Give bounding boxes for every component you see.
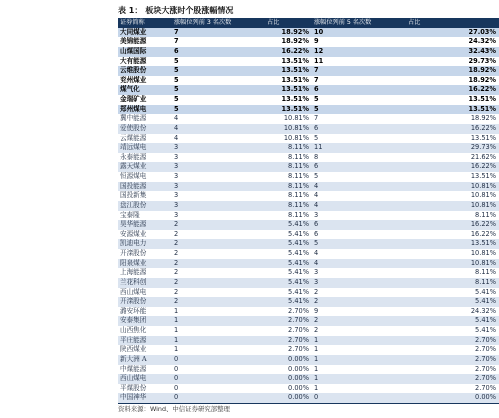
- cell-top3-count: 5: [172, 85, 265, 95]
- cell-top5-count: 1: [312, 345, 406, 355]
- table-row: [118, 57, 499, 67]
- table-row: [118, 297, 499, 307]
- cell-top5-ratio: 5.41%: [406, 297, 499, 307]
- table-row: [118, 288, 499, 298]
- header-top5-ratio: 占比: [406, 18, 499, 28]
- cell-top3-ratio: 0.00%: [265, 355, 312, 365]
- cell-top5-ratio: 16.22%: [406, 124, 499, 134]
- cell-top5-ratio: 13.51%: [406, 172, 499, 182]
- cell-top5-count: 4: [312, 249, 406, 259]
- cell-top3-count: 2: [172, 288, 265, 298]
- cell-stock-name: 中煤能源: [118, 365, 172, 375]
- cell-top3-count: 3: [172, 201, 265, 211]
- table-row: [118, 259, 499, 269]
- header-top3-count: 涨幅位列前 3 名次数: [172, 18, 265, 28]
- cell-stock-name: 金瑞矿业: [118, 95, 172, 105]
- table-row: [118, 191, 499, 201]
- cell-top3-count: 4: [172, 114, 265, 124]
- cell-top5-count: 5: [312, 172, 406, 182]
- cell-top3-count: 1: [172, 316, 265, 326]
- cell-top3-ratio: 0.00%: [265, 365, 312, 375]
- cell-top5-ratio: 18.92%: [406, 76, 499, 86]
- cell-stock-name: 昊华能源: [118, 220, 172, 230]
- cell-top3-ratio: 2.70%: [265, 345, 312, 355]
- table-row: [118, 182, 499, 192]
- table-row: [118, 162, 499, 172]
- table-row: [118, 201, 499, 211]
- cell-top3-ratio: 10.81%: [265, 134, 312, 144]
- table-row: [118, 239, 499, 249]
- cell-top5-count: 5: [312, 95, 406, 105]
- cell-top3-count: 5: [172, 76, 265, 86]
- cell-stock-name: 盘江股份: [118, 201, 172, 211]
- cell-top3-ratio: 0.00%: [265, 384, 312, 394]
- cell-top3-count: 2: [172, 278, 265, 288]
- cell-top3-ratio: 18.92%: [265, 28, 312, 38]
- table-row: [118, 172, 499, 182]
- cell-top5-ratio: 21.62%: [406, 153, 499, 163]
- table-row: [118, 365, 499, 375]
- cell-top3-ratio: 8.11%: [265, 182, 312, 192]
- cell-top3-ratio: 5.41%: [265, 259, 312, 269]
- cell-top5-ratio: 10.81%: [406, 182, 499, 192]
- cell-stock-name: 冀中能源: [118, 114, 172, 124]
- cell-stock-name: 凯迪电力: [118, 239, 172, 249]
- cell-top3-count: 0: [172, 365, 265, 375]
- cell-top5-ratio: 16.22%: [406, 220, 499, 230]
- cell-top3-ratio: 5.41%: [265, 278, 312, 288]
- cell-stock-name: 宝泰隆: [118, 211, 172, 221]
- cell-top3-ratio: 13.51%: [265, 66, 312, 76]
- cell-stock-name: 西山煤电: [118, 374, 172, 384]
- cell-stock-name: 靖远煤电: [118, 143, 172, 153]
- table-row: [118, 47, 499, 57]
- table-row: [118, 249, 499, 259]
- cell-stock-name: 安泰集团: [118, 316, 172, 326]
- header-stock-name: 证券简称: [118, 18, 172, 28]
- header-top3-ratio: 占比: [265, 18, 312, 28]
- source-note: [118, 404, 230, 413]
- cell-stock-name: 大同煤业: [118, 28, 172, 38]
- cell-top3-count: 1: [172, 336, 265, 346]
- cell-top3-ratio: 10.81%: [265, 114, 312, 124]
- cell-top5-count: 3: [312, 278, 406, 288]
- table-row: [118, 393, 499, 403]
- table-row: [118, 278, 499, 288]
- cell-stock-name: 平煤股份: [118, 384, 172, 394]
- table-row: [118, 95, 499, 105]
- cell-top3-ratio: 5.41%: [265, 239, 312, 249]
- cell-stock-name: 中国神华: [118, 393, 172, 403]
- cell-top5-count: 1: [312, 355, 406, 365]
- cell-stock-name: 安源煤业: [118, 230, 172, 240]
- table-row: [118, 220, 499, 230]
- cell-stock-name: 国投新集: [118, 191, 172, 201]
- cell-top5-ratio: 29.73%: [406, 57, 499, 67]
- cell-top5-count: 6: [312, 162, 406, 172]
- cell-stock-name: 上海能源: [118, 268, 172, 278]
- cell-top5-count: 6: [312, 124, 406, 134]
- cell-stock-name: 爱使股份: [118, 124, 172, 134]
- cell-stock-name: 山西焦化: [118, 326, 172, 336]
- cell-top5-ratio: 2.70%: [406, 374, 499, 384]
- cell-stock-name: 露天煤业: [118, 162, 172, 172]
- source-prefix: 资料来源：: [118, 405, 150, 413]
- cell-top5-count: 1: [312, 336, 406, 346]
- cell-stock-name: 大有能源: [118, 57, 172, 67]
- cell-stock-name: 平庄能源: [118, 336, 172, 346]
- cell-top5-count: 5: [312, 105, 406, 115]
- cell-top5-ratio: 0.00%: [406, 393, 499, 403]
- cell-stock-name: 永泰能源: [118, 153, 172, 163]
- cell-top5-ratio: 29.73%: [406, 143, 499, 153]
- table-row: [118, 307, 499, 317]
- source-brand: Wind: [149, 405, 167, 413]
- cell-top5-count: 1: [312, 365, 406, 375]
- cell-top3-ratio: 13.51%: [265, 57, 312, 67]
- cell-top5-count: 11: [312, 143, 406, 153]
- cell-top5-count: 6: [312, 220, 406, 230]
- cell-top5-ratio: 13.51%: [406, 95, 499, 105]
- cell-top5-count: 7: [312, 114, 406, 124]
- cell-stock-name: 郑州煤电: [118, 105, 172, 115]
- cell-top3-count: 0: [172, 393, 265, 403]
- cell-top3-ratio: 8.11%: [265, 172, 312, 182]
- cell-top5-ratio: 2.70%: [406, 384, 499, 394]
- cell-top3-ratio: 2.70%: [265, 326, 312, 336]
- cell-stock-name: 新大洲 A: [118, 355, 172, 365]
- cell-top3-count: 5: [172, 105, 265, 115]
- stock-gain-table: [118, 18, 499, 404]
- cell-top5-count: 6: [312, 230, 406, 240]
- cell-top3-ratio: 13.51%: [265, 76, 312, 86]
- cell-stock-name: 美锦能源: [118, 37, 172, 47]
- cell-top5-ratio: 8.11%: [406, 278, 499, 288]
- table-row: [118, 326, 499, 336]
- cell-top5-count: 2: [312, 297, 406, 307]
- cell-stock-name: 兰花科创: [118, 278, 172, 288]
- cell-top3-count: 5: [172, 66, 265, 76]
- table-row: [118, 230, 499, 240]
- table-row: [118, 316, 499, 326]
- cell-top5-count: 12: [312, 47, 406, 57]
- cell-stock-name: 开滦股份: [118, 297, 172, 307]
- cell-top3-ratio: 8.11%: [265, 162, 312, 172]
- cell-top5-ratio: 2.70%: [406, 345, 499, 355]
- cell-top5-count: 6: [312, 85, 406, 95]
- cell-top3-ratio: 2.70%: [265, 316, 312, 326]
- cell-stock-name: 开滦股份: [118, 249, 172, 259]
- table-caption-text: 板块大涨时个股涨幅情况: [145, 6, 234, 15]
- cell-top3-count: 5: [172, 57, 265, 67]
- cell-top3-count: 2: [172, 268, 265, 278]
- cell-top3-count: 7: [172, 28, 265, 38]
- cell-top3-ratio: 0.00%: [265, 393, 312, 403]
- cell-top3-ratio: 13.51%: [265, 95, 312, 105]
- table-caption-label: 表 1：: [118, 6, 143, 15]
- table-row: [118, 37, 499, 47]
- cell-top5-count: 9: [312, 37, 406, 47]
- cell-top3-count: 3: [172, 143, 265, 153]
- table-body: [118, 28, 499, 404]
- cell-top3-count: 5: [172, 95, 265, 105]
- cell-top3-ratio: 8.11%: [265, 153, 312, 163]
- table-row: [118, 124, 499, 134]
- cell-stock-name: 国投能源: [118, 182, 172, 192]
- cell-top5-count: 5: [312, 239, 406, 249]
- cell-top5-count: 3: [312, 268, 406, 278]
- table-row: [118, 66, 499, 76]
- cell-stock-name: 云维股份: [118, 66, 172, 76]
- cell-stock-name: 山煤国际: [118, 47, 172, 57]
- cell-top3-count: 3: [172, 172, 265, 182]
- cell-top5-count: 1: [312, 374, 406, 384]
- cell-top5-count: 11: [312, 57, 406, 67]
- table-row: [118, 76, 499, 86]
- cell-top3-count: 2: [172, 230, 265, 240]
- cell-top3-ratio: 10.81%: [265, 124, 312, 134]
- cell-top5-ratio: 10.81%: [406, 201, 499, 211]
- table-row: [118, 153, 499, 163]
- table-row: [118, 345, 499, 355]
- cell-top5-ratio: 5.41%: [406, 288, 499, 298]
- cell-top3-count: 0: [172, 374, 265, 384]
- cell-top5-count: 0: [312, 393, 406, 403]
- cell-top5-count: 1: [312, 384, 406, 394]
- table-row: [118, 28, 499, 38]
- cell-top5-ratio: 2.70%: [406, 336, 499, 346]
- cell-top5-count: 2: [312, 288, 406, 298]
- cell-top3-count: 3: [172, 211, 265, 221]
- table-row: [118, 336, 499, 346]
- cell-top5-ratio: 8.11%: [406, 268, 499, 278]
- cell-stock-name: 兖州煤业: [118, 76, 172, 86]
- cell-top3-count: 1: [172, 326, 265, 336]
- cell-top3-count: 2: [172, 297, 265, 307]
- cell-top3-count: 3: [172, 162, 265, 172]
- source-suffix: 、中信证券研究部整理: [166, 405, 230, 413]
- cell-top5-ratio: 10.81%: [406, 259, 499, 269]
- cell-top3-count: 2: [172, 220, 265, 230]
- cell-top3-count: 4: [172, 134, 265, 144]
- table-row: [118, 374, 499, 384]
- cell-top5-ratio: 24.32%: [406, 307, 499, 317]
- cell-stock-name: 潞安环能: [118, 307, 172, 317]
- cell-top5-ratio: 5.41%: [406, 326, 499, 336]
- cell-top3-count: 1: [172, 345, 265, 355]
- cell-top3-ratio: 5.41%: [265, 268, 312, 278]
- cell-top5-ratio: 2.70%: [406, 365, 499, 375]
- cell-top5-ratio: 5.41%: [406, 316, 499, 326]
- cell-top3-ratio: 13.51%: [265, 85, 312, 95]
- table-header-row: [118, 18, 499, 28]
- cell-top3-ratio: 5.41%: [265, 230, 312, 240]
- cell-stock-name: 陕西煤业: [118, 345, 172, 355]
- cell-top3-count: 2: [172, 249, 265, 259]
- cell-top3-count: 7: [172, 37, 265, 47]
- table-row: [118, 268, 499, 278]
- cell-top5-ratio: 13.51%: [406, 134, 499, 144]
- cell-stock-name: 阳泉煤业: [118, 259, 172, 269]
- cell-top3-ratio: 8.11%: [265, 191, 312, 201]
- cell-top5-count: 4: [312, 259, 406, 269]
- cell-top5-count: 4: [312, 182, 406, 192]
- table-row: [118, 355, 499, 365]
- cell-top3-ratio: 8.11%: [265, 211, 312, 221]
- cell-top3-ratio: 5.41%: [265, 249, 312, 259]
- cell-top5-ratio: 10.81%: [406, 191, 499, 201]
- table-caption: [118, 5, 233, 16]
- cell-top5-ratio: 13.51%: [406, 239, 499, 249]
- cell-top3-ratio: 18.92%: [265, 37, 312, 47]
- cell-top3-count: 0: [172, 355, 265, 365]
- cell-top3-count: 4: [172, 124, 265, 134]
- table-row: [118, 105, 499, 115]
- table-row: [118, 143, 499, 153]
- cell-top5-ratio: 18.92%: [406, 66, 499, 76]
- cell-top3-ratio: 5.41%: [265, 297, 312, 307]
- table-row: [118, 384, 499, 394]
- table-row: [118, 114, 499, 124]
- cell-top5-count: 5: [312, 134, 406, 144]
- cell-top5-count: 3: [312, 211, 406, 221]
- cell-top3-ratio: 5.41%: [265, 288, 312, 298]
- cell-top5-count: 7: [312, 66, 406, 76]
- cell-top3-ratio: 16.22%: [265, 47, 312, 57]
- cell-top3-count: 3: [172, 191, 265, 201]
- cell-top3-count: 2: [172, 239, 265, 249]
- table-row: [118, 211, 499, 221]
- cell-top5-ratio: 16.22%: [406, 162, 499, 172]
- cell-top5-ratio: 16.22%: [406, 230, 499, 240]
- cell-top5-count: 7: [312, 76, 406, 86]
- cell-top3-count: 2: [172, 259, 265, 269]
- cell-top3-count: 0: [172, 384, 265, 394]
- cell-top5-count: 8: [312, 153, 406, 163]
- cell-top3-ratio: 13.51%: [265, 105, 312, 115]
- cell-top3-count: 1: [172, 307, 265, 317]
- cell-top5-ratio: 8.11%: [406, 211, 499, 221]
- cell-stock-name: 西山煤电: [118, 288, 172, 298]
- cell-top3-count: 6: [172, 47, 265, 57]
- cell-top3-ratio: 5.41%: [265, 220, 312, 230]
- cell-top3-ratio: 2.70%: [265, 307, 312, 317]
- cell-top5-count: 4: [312, 191, 406, 201]
- cell-top5-ratio: 24.32%: [406, 37, 499, 47]
- cell-top5-ratio: 18.92%: [406, 114, 499, 124]
- cell-top5-count: 9: [312, 307, 406, 317]
- cell-top5-ratio: 2.70%: [406, 355, 499, 365]
- table-row: [118, 134, 499, 144]
- cell-top5-ratio: 13.51%: [406, 105, 499, 115]
- cell-top5-count: 10: [312, 28, 406, 38]
- cell-top3-count: 3: [172, 153, 265, 163]
- cell-top3-ratio: 2.70%: [265, 336, 312, 346]
- header-top5-count: 涨幅位列前 5 名次数: [312, 18, 406, 28]
- cell-top5-count: 2: [312, 316, 406, 326]
- cell-stock-name: 恒源煤电: [118, 172, 172, 182]
- cell-stock-name: 云煤能源: [118, 134, 172, 144]
- cell-top5-ratio: 27.03%: [406, 28, 499, 38]
- cell-stock-name: 煤气化: [118, 85, 172, 95]
- cell-top3-ratio: 8.11%: [265, 143, 312, 153]
- cell-top3-ratio: 8.11%: [265, 201, 312, 211]
- cell-top5-ratio: 16.22%: [406, 85, 499, 95]
- cell-top3-count: 3: [172, 182, 265, 192]
- table-row: [118, 85, 499, 95]
- cell-top5-count: 4: [312, 201, 406, 211]
- cell-top5-ratio: 10.81%: [406, 249, 499, 259]
- cell-top3-ratio: 0.00%: [265, 374, 312, 384]
- cell-top5-count: 2: [312, 326, 406, 336]
- cell-top5-ratio: 32.43%: [406, 47, 499, 57]
